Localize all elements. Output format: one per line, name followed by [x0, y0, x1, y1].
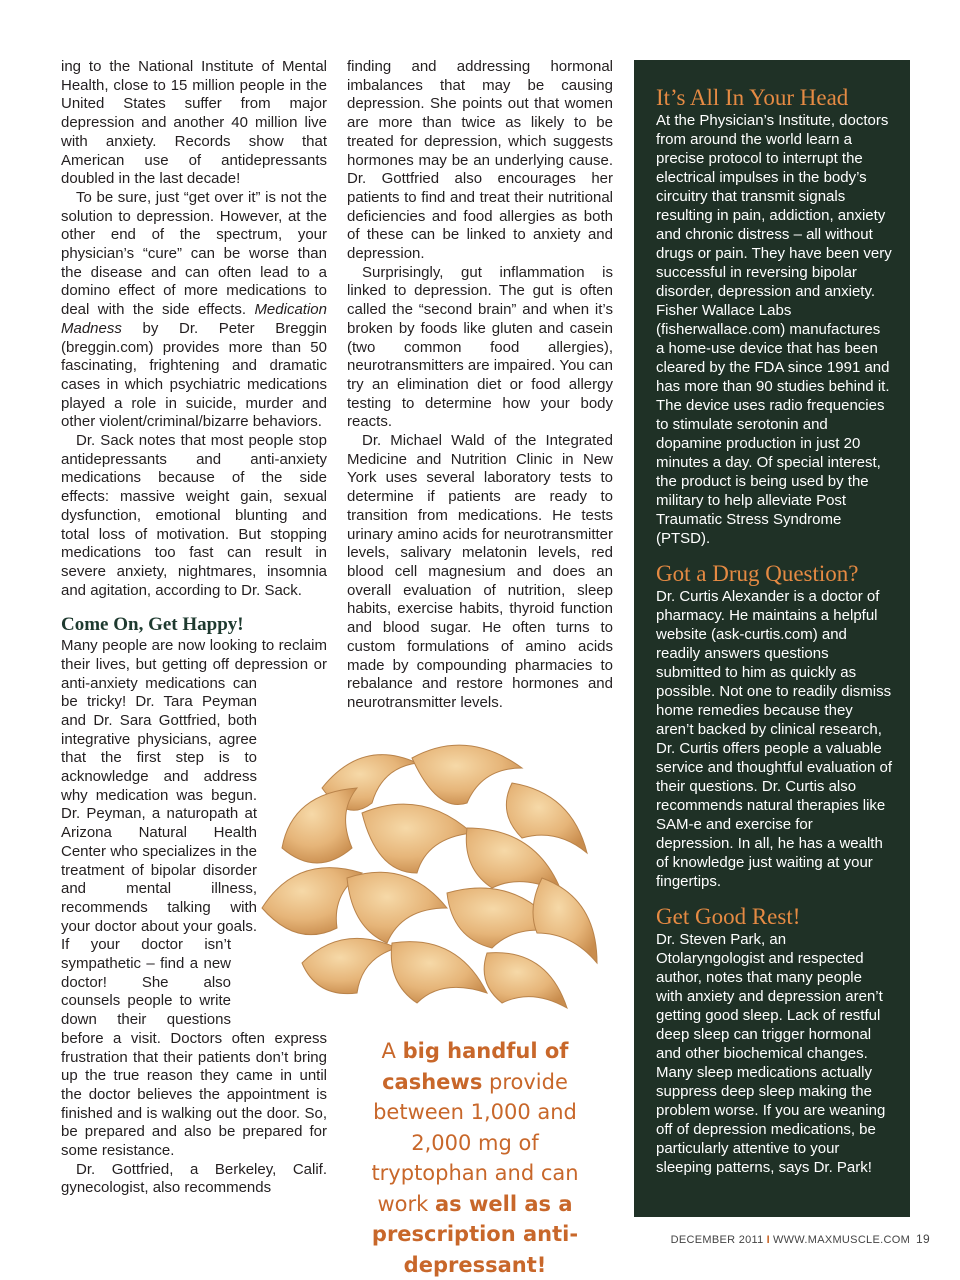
- site-url: WWW.MAXMUSCLE.COM: [772, 1234, 911, 1246]
- article-column-2: [347, 58, 613, 713]
- article-paragraph: finding and addressing hormonal imbalances that may be causing depression. She points out that women are more than twice as likely to be treated for depression, which suggests hormones may be an underlying cause. Dr. Gottfried also encourages her patients to find and treat their nutritional deficiencies and food allergies as both of these can be linked to anxiety and depression.: [347, 58, 613, 263]
- image-caption: A big handful of cashews provide between 1,000 and 2,000 mg of tryptophan and can work as well as a prescription anti-depressant!: [371, 1039, 579, 1277]
- article-paragraph: To be sure, just “get over it” is not the solution to depression. However, at the other end of the spectrum, your physician’s “cure” can be worse than the disease and can often lead to a domino effect of more medications to deal with the side effects. Medication Madness by Dr. Peter Breggin (breggin.com) provides more than 50 fascinating, frightening and dramatic cases in which psychiatric medications played a role in suicide, murder and other violent/criminal/bizarre behaviors.: [61, 188, 327, 431]
- footer-separator: I: [766, 1234, 770, 1246]
- book-title: Medication Madness: [61, 301, 327, 337]
- issue-date: DECEMBER 2011: [670, 1234, 764, 1246]
- sidebar-text: Dr. Steven Park, an Otolaryngologist and respected author, notes that many people with anxiety and depression aren’t getting good sleep. Lack of restful deep sleep can trigger hormonal and other biochemical changes. Many sleep medications actually suppress deep sleep making the problem worse. If you are weaning off of depression medications, be particularly attentive to your sleeping patterns, says Dr. Park!: [656, 931, 886, 1176]
- article-paragraph: Dr. Sack notes that most people stop antidepressants and anti-anxiety medications because of the side effects: massive weight gain, sexual dysfunction, emotional blunting and total loss of motivation. But stopping medications too fast can result in severe anxiety, nightmares, insomnia and agitation, according to Dr. Sack.: [61, 432, 327, 599]
- article-paragraph: Dr. Gottfried, a Berkeley, Calif. gynecologist, also recommends: [61, 1160, 327, 1197]
- sidebar-heading: It’s All In Your Head: [656, 85, 849, 110]
- article-paragraph: Dr. Michael Wald of the Integrated Medicine and Nutrition Clinic in New York uses several laboratory tests to determine if patients are ready to transition from medications. He tests urinary amino acids for neurotransmitter levels, salivary melatonin levels, red blood cell magnesium and does an overall evaluation of nutrition, sleep habits, exercise habits, thyroid function and blood sugar. He often turns to custom formulations of amino acids made by compounding pharmacies to rebalance and restore hormones and neurotransmitter levels.: [347, 432, 613, 711]
- section-subhead: Come On, Get Happy!: [61, 614, 244, 636]
- sidebar-section: [656, 86, 892, 548]
- sidebar-section: [656, 905, 892, 1177]
- sidebar-heading: Get Good Rest!: [656, 904, 801, 929]
- article-paragraph: Surprisingly, gut inflammation is linked to depression. The gut is often called the “second brain” and when it’s broken by foods like gluten and casein (two common food allergies), neurotransmitters are impaired. You can try an elimination diet or food allergy testing to determine how your body reacts.: [347, 263, 613, 431]
- sidebar-text: Dr. Curtis Alexander is a doctor of pharmacy. He maintains a helpful website (ask-curtis.com) and readily answers questions submitted to him as quickly as possible. Not one to readily dismiss home remedies because they aren’t backed by clinical research, Dr. Curtis offers people a valuable service and thoughtful evaluation of their questions. Dr. Curtis also recommends natural therapies like SAM-e and exercise for depression. In all, he has a wealth of knowledge just waiting at your fingertips.: [656, 588, 892, 890]
- sidebar-heading: Got a Drug Question?: [656, 561, 859, 586]
- sidebar-box: [634, 60, 910, 1217]
- page-number: 19: [916, 1232, 930, 1246]
- cashews-photo: [242, 728, 626, 1038]
- sidebar-section: [656, 562, 892, 891]
- article-paragraph: ing to the National Institute of Mental Health, close to 15 million people in the United States suffer from major depression and another 40 million live with anxiety. Records show that American use of antidepressants doubled in the last decade!: [61, 58, 327, 188]
- article-paragraph: Many people are now looking to reclaim their lives, but getting off depression or anti-anxiety medications can be tricky! Dr. Tara Peyman and Dr. Sara Gottfried, both integrative physicians, agree that the first step is to acknowledge and address why medication was begun. Dr. Peyman, a naturopath at Arizona Natural Health Center who specializes in the treatment of bipolar disorder and mental illness, recommends talking with your doctor about your goals. If your doctor isn’t sympathetic – find a new doctor! She also counsels people to write down their questions before a visit. Doctors often express frustration that their patients don’t bring up the true reason they came in until the doctor believes the appointment is finished and is walking out the door. So, be prepared and also be prepared for some resistance.: [61, 637, 327, 1160]
- sidebar-text: At the Physician’s Institute, doctors from around the world learn a precise protocol to interrupt the electrical impulses in the body’s circuitry that transmit signals resulting in pain, addiction, anxiety and chronic distress – all without drugs or pain. They have been very successful in reversing bipolar disorder, depression and anxiety. Fisher Wallace Labs (fisherwallace.com) manufactures a home-use device that has been cleared by the FDA since 1991 and has more than 90 studies behind it. The device uses radio frequencies to stimulate serotonin and dopamine production in just 20 minutes a day. Of special interest, the product is being used by the military to help alleviate Post Traumatic Stress Syndrome (PTSD).: [656, 112, 892, 547]
- page-footer: [671, 1232, 930, 1246]
